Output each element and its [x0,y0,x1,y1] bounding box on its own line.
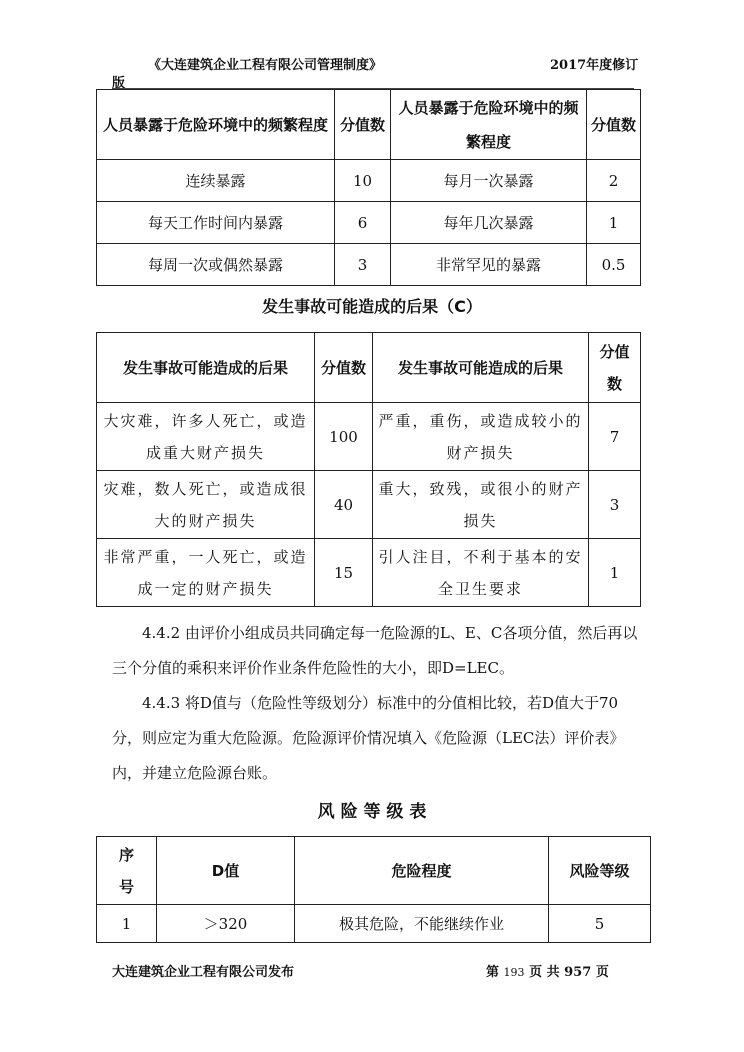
header-cell: 人员暴露于危险环境中的频繁程度 [97,90,335,160]
table-row [97,905,651,943]
table-cell: 每天工作时间内暴露 [97,202,335,244]
header-cell: 序号 [97,837,157,905]
table-cell: 非常罕见的暴露 [391,244,587,286]
table-cell: ＞320 [157,905,295,943]
table-row [97,471,641,539]
footer-page-info [486,961,609,980]
table-header-row [97,90,641,160]
header-cell: 分值数 [589,333,641,403]
table-cell: 15 [315,539,373,607]
table-header-row [97,837,651,905]
table-row [97,244,641,286]
table-cell: 非常严重，一人死亡，或造成一定的财产损失 [97,539,315,607]
table-cell: 1 [587,202,641,244]
table-cell: 每年几次暴露 [391,202,587,244]
table-cell: 极其危险，不能继续作业 [295,905,549,943]
header-cell: 分值数 [335,90,391,160]
header-cell: 分值数 [315,333,373,403]
header-version: 2017年度修订 [550,58,639,73]
footer-publisher: 大连建筑企业工程有限公司发布 [112,965,295,980]
table-row [97,160,641,202]
table-cell: 重大，致残，或很小的财产损失 [373,471,589,539]
table-cell: 3 [589,471,641,539]
table-cell: 引人注目，不利于基本的安全卫生要求 [373,539,589,607]
table-row [97,403,641,471]
table-cell: 严重，重伤，或造成较小的财产损失 [373,403,589,471]
table-row [97,539,641,607]
table-cell: 100 [315,403,373,471]
page-total: 957 [564,965,592,980]
table-cell: 每周一次或偶然暴露 [97,244,335,286]
table-cell: 每月一次暴露 [391,160,587,202]
body-text [112,616,640,791]
header-cell: 发生事故可能造成的后果 [373,333,589,403]
table-cell: 灾难，数人死亡，或造成很大的财产损失 [97,471,315,539]
page-suffix: 页 [595,965,609,980]
table-cell: 3 [335,244,391,286]
table-row [97,202,641,244]
section-title-consequence: 发生事故可能造成的后果（C） [262,297,482,316]
page-mid: 页 共 [529,965,560,980]
table-cell: 40 [315,471,373,539]
table-cell: 0.5 [587,244,641,286]
table-cell: 2 [587,160,641,202]
table-cell: 连续暴露 [97,160,335,202]
table-cell: 1 [589,539,641,607]
header-cell: 危险程度 [295,837,549,905]
paragraph-4-4-2: 4.4.2 由评价小组成员共同确定每一危险源的L、E、C各项分值，然后再以三个分值的乘积来评价作业条件危险性的大小，即D=LEC。 [112,624,638,677]
table-cell: 10 [335,160,391,202]
header-version-cont: 版 [112,76,126,91]
page-prefix: 第 [486,965,500,980]
header-cell: 风险等级 [549,837,651,905]
risk-level-table [96,836,651,943]
consequence-table [96,332,641,607]
header-title: 《大连建筑企业工程有限公司管理制度》 [148,58,383,73]
header-cell: 发生事故可能造成的后果 [97,333,315,403]
table-cell: 1 [97,905,157,943]
header-cell: D值 [157,837,295,905]
risk-table-title: 风 险 等 级 表 [317,802,427,822]
header-cell: 分值数 [587,90,641,160]
exposure-table [96,89,641,286]
page-number: 193 [503,966,525,979]
table-cell: 6 [335,202,391,244]
paragraph-4-4-3: 4.4.3 将D值与（危险性等级划分）标准中的分值相比较，若D值大于70分，则应定为重大危险源。危险源评价情况填入《危险源（LEC法）评价表》内，并建立危险源台账。 [112,694,625,782]
table-cell: 7 [589,403,641,471]
table-header-row [97,333,641,403]
table-cell: 大灾难，许多人死亡，或造成重大财产损失 [97,403,315,471]
table-cell: 5 [549,905,651,943]
header-cell: 人员暴露于危险环境中的频繁程度 [391,90,587,160]
